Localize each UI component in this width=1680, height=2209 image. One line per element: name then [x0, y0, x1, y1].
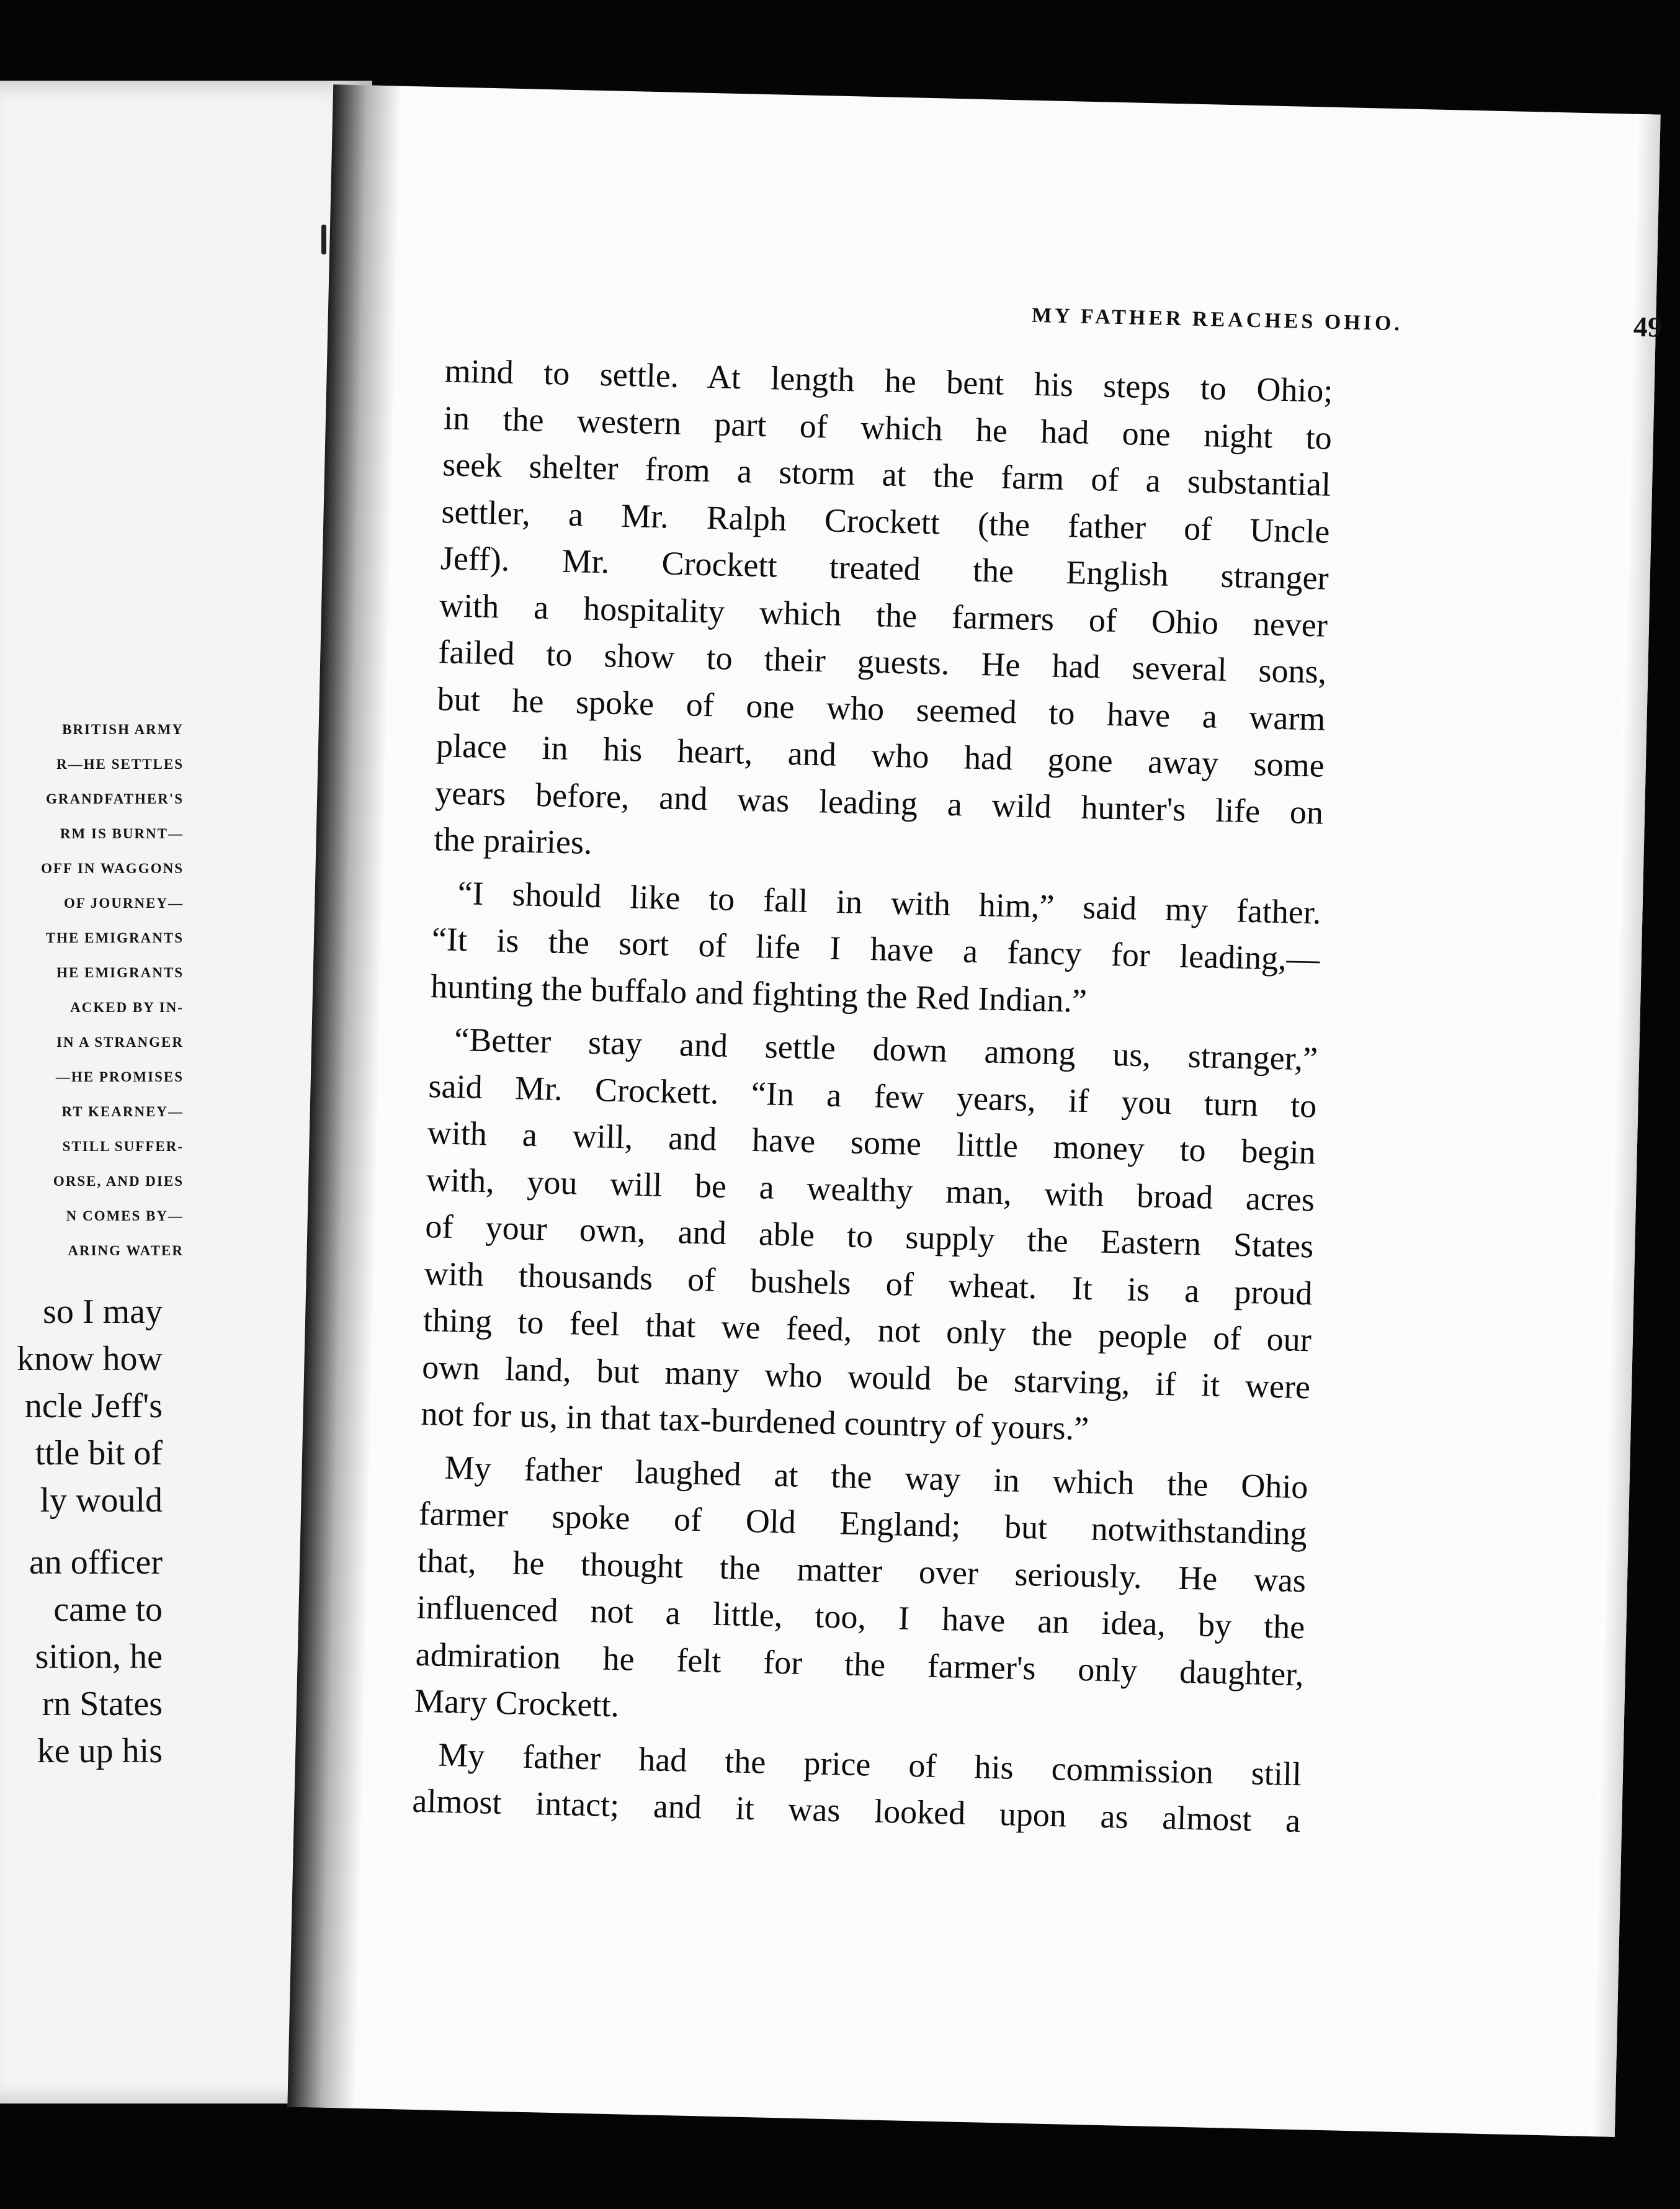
summary-line: RM IS BURNT— [60, 826, 184, 841]
summary-line: STILL SUFFER- [62, 1139, 184, 1154]
running-head-title: MY FATHER REACHES OHIO. [1031, 303, 1403, 336]
summary-line: R—HE SETTLES [56, 756, 184, 772]
paragraph [430, 869, 1321, 1030]
summary-line: HE EMIGRANTS [56, 965, 184, 980]
left-text-line: ncle Jeff's [24, 1387, 163, 1425]
left-text-line: sition, he [35, 1638, 163, 1676]
text-line: influenced not a little, too, I have an idea, by the [416, 1588, 1305, 1646]
summary-line: N COMES BY— [66, 1208, 184, 1224]
text-line: place in his heart, and who had gone away some [436, 727, 1325, 784]
summary-line: OF JOURNEY— [63, 895, 184, 911]
page-number: 49 [1633, 310, 1663, 343]
left-text-line: came to [53, 1590, 163, 1629]
summary-line: —HE PROMISES [55, 1069, 184, 1085]
text-line: not for us, in that tax-burdened country of yours.” [421, 1394, 1089, 1448]
text-line: settler, a Mr. Ralph Crockett (the father of Uncle [441, 492, 1331, 550]
body-text [412, 347, 1334, 1844]
summary-line: BRITISH ARMY [62, 722, 184, 737]
running-head [726, 290, 1663, 343]
summary-line: ARING WATER [68, 1243, 184, 1258]
text-line: Mary Crockett. [414, 1682, 620, 1724]
paragraph [412, 1731, 1302, 1844]
left-text-line: rn States [42, 1685, 163, 1723]
text-line: with thousands of bushels of wheat. It is a proud [424, 1254, 1313, 1312]
text-line: years before, and was leading a wild hunter's life on [434, 773, 1324, 831]
left-text-line: ly would [40, 1481, 163, 1520]
paragraph [414, 1443, 1308, 1744]
text-line: mind to settle. At length he bent his steps to Ohio; [444, 352, 1334, 410]
text-line: with a hospitality which the farmers of Ohio never [439, 586, 1328, 644]
text-line: seek shelter from a storm at the farm of a substantial [442, 446, 1331, 503]
gutter-mark [321, 225, 326, 254]
text-line: farmer spoke of Old England; but notwithstanding [418, 1494, 1308, 1553]
summary-line: IN A STRANGER [56, 1034, 184, 1050]
left-text-line: so I may [43, 1293, 163, 1331]
text-line: “It is the sort of life I have a fancy for leading,— [431, 920, 1321, 978]
text-line: Jeff). Mr. Crockett treated the English stranger [440, 539, 1329, 597]
summary-line: RT KEARNEY— [61, 1104, 184, 1119]
right-page [287, 84, 1663, 2137]
text-line: thing to feel that we feed, not only the people of our [422, 1301, 1312, 1359]
text-line: almost intact; and it was looked upon as almost a [411, 1781, 1301, 1840]
page-edge [1590, 114, 1661, 2137]
left-text-line: know how [17, 1340, 163, 1378]
text-line: with a will, and have some little money to begin [427, 1114, 1316, 1172]
text-line: failed to show to their guests. He had several sons, [437, 633, 1327, 691]
text-line: “Better stay and settle down among us, stranger,” [454, 1020, 1318, 1078]
summary-line: ORSE, AND DIES [53, 1173, 184, 1189]
text-line: “I should like to fall in with him,” said my father. [457, 874, 1322, 931]
text-line: that, he thought the matter over seriously. He was [417, 1541, 1307, 1599]
left-page-body [0, 1288, 163, 1775]
text-line: the prairies. [434, 820, 593, 861]
left-text-line: ttle bit of [35, 1434, 163, 1472]
text-line: My father laughed at the way in which the Ohio [444, 1448, 1309, 1505]
summary-line: GRANDFATHER'S [46, 791, 184, 807]
left-text-line: an officer [29, 1543, 163, 1582]
summary-line: THE EMIGRANTS [45, 930, 184, 946]
summary-line: OFF IN WAGGONS [41, 861, 184, 876]
text-line: hunting the buffalo and fighting the Red Indian.” [430, 967, 1088, 1019]
text-line: with, you will be a wealthy man, with broad acres [426, 1160, 1315, 1218]
text-line: in the western part of which he had one night to [443, 398, 1333, 457]
left-text-line: ke up his [37, 1732, 163, 1770]
paragraph [434, 347, 1333, 883]
text-line: but he spoke of one who seemed to have a warm [437, 679, 1326, 738]
text-line: My father had the price of his commission still [437, 1736, 1302, 1793]
text-line: said Mr. Crockett. “In a few years, if you turn to [428, 1067, 1318, 1125]
chapter-summary [0, 712, 184, 1268]
text-line: own land, but many who would be starving, if it were [421, 1348, 1311, 1405]
paragraph [421, 1016, 1318, 1458]
text-line: of your own, and able to supply the Eastern States [424, 1207, 1314, 1265]
summary-line: ACKED BY IN- [70, 1000, 184, 1015]
text-line: admiration he felt for the farmer's only daughter, [415, 1635, 1305, 1693]
